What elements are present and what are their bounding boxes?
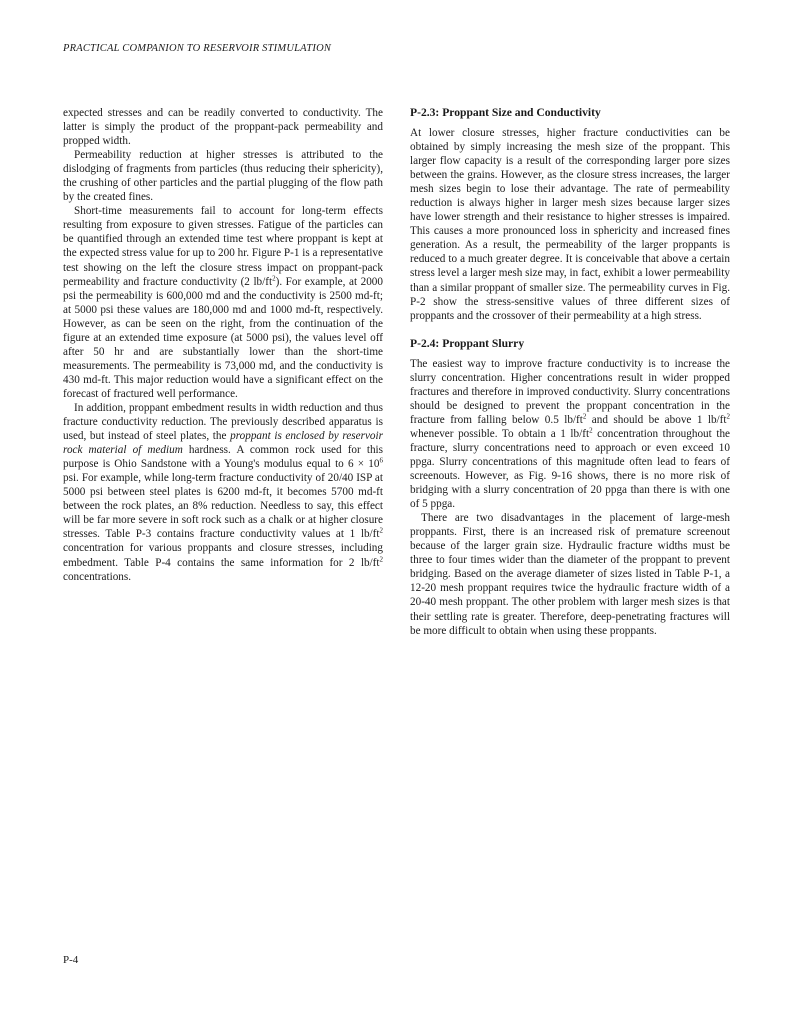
superscript: 2 (726, 412, 730, 421)
section-heading: P-2.4: Proppant Slurry (410, 336, 525, 350)
text-run: The easiest way to improve fracture conductivity is to increase the slurry concentration. Higher concentrations result in wider propped fractures and therefore in improved conductivity. Slurry concentrations should be designed to prevent the proppant concentration in the fracture from falling below 0.5 lb/ft (410, 357, 730, 426)
text-run: concentrations. (63, 570, 132, 583)
section-heading: P-2.3: Proppant Size and Conductivity (410, 106, 601, 119)
superscript: 2 (379, 526, 383, 535)
text-run: In addition, proppant embedment results in width reduction and thus fracture conductivity reduction. The previously described apparatus is used, but instead of steel plates, the (63, 401, 383, 443)
superscript: 2 (379, 554, 383, 563)
text-run: concentration throughout the fracture, slurry concentrations need to approach or even exceed 10 ppga. Slurry concentrations of this magnitude often lead to fears of screenouts. However, as Fig. 9-16 shows, there is no more risk of bridging with a slurry concentration of 20 ppga than there is with one of 5 ppga. (410, 427, 731, 511)
paragraph (410, 357, 730, 512)
text-run: psi. For example, while long-term fracture conductivity of 20/40 ISP at 5000 psi between steel plates is 6200 md-ft, it becomes 5700 md-ft between the rock plates, an 8% reduction. Needless to say, this effect will be far more severe in soft rock such as a chalk or at higher closure stresses. Table P-3 contains fracture conductivity values at 1 lb/ft (63, 472, 383, 541)
text-run: Short-time measurements fail to account for long-term effects resulting from exposure to given stresses. Fatigue of the particles can be quantified through an extended time test where proppant is kept at the expected stress value for up to 200 hr. Figure P-1 is a representative test showing on the left the closure stress impact on proppant-pack permeability and fracture conductivity (2 lb/ft (63, 205, 383, 288)
text-run: and should be above 1 lb/ft (586, 413, 727, 426)
left-column (63, 106, 383, 584)
paragraph (63, 401, 383, 584)
paragraph: Permeability reduction at higher stresses is attributed to the dislodging of fragments from particles (thus reducing their sphericity), the crushing of other particles and the partial plugging of the flow path by the created fines. (63, 149, 383, 204)
page-number: P-4 (63, 954, 79, 966)
superscript: 2 (582, 412, 587, 421)
paragraph: At lower closure stresses, higher fracture conductivities can be obtained by simply increasing the mesh size of the proppant. This larger flow capacity is a result of the corresponding larger pore sizes between the grains. However, as the closure stress increases, the larger mesh sizes begin to lose their advantage. The rate of permeability reduction is always higher in larger mesh sizes because larger sizes have lower strength and their resistance to higher stresses is impaired. This causes a more pronounced loss in sphericity and increased fines generation. As a result, the permeability of the larger proppants is reduced to a much greater degree. It is conceivable that above a certain stress level a larger mesh size may, in fact, exhibit a lower permeability than a similar proppant of smaller size. The permeability curves in Fig. P-2 show the stress-sensitive values of three different sizes of proppants and the crossover of their permeability at a high stress. (410, 127, 730, 322)
superscript: 6 (379, 456, 383, 465)
paragraph: expected stresses and can be readily converted to conductivity. The latter is simply the product of the proppant-pack permeability and propped width. (63, 107, 383, 148)
text-run: hardness. A common rock used for this purpose is Ohio Sandstone with a Young's modulus equal to 6 × 10 (63, 444, 384, 471)
text-run: concentration for various proppants and closure stresses, including embedment. Table P-4 contains the same information for 2 lb/ft (63, 542, 383, 569)
running-title: PRACTICAL COMPANION TO RESERVOIR STIMULATION (63, 43, 332, 54)
superscript: 2 (272, 273, 276, 282)
italic-text: proppant is enclosed by reservoir rock material of medium (63, 430, 383, 457)
right-column (410, 106, 730, 638)
paragraph (63, 204, 383, 401)
superscript: 2 (589, 426, 593, 435)
text-run: ). For example, at 2000 psi the permeability is 600,000 md and the conductivity is 2500 md-ft; at 5000 psi these values are 180,000 md and 1000 md-ft, respectively. However, as can be seen on the right, from the continuation of the figure at an extended time exposure (at 5000 psi), the values level off after 50 hr and are substantially lower than the short-time measurements. The permeability is 73,000 md, and the conductivity is 430 md-ft. This major reduction would have a significant effect on the forecast of fractured well performance. (63, 275, 383, 400)
paragraph: There are two disadvantages in the placement of large-mesh proppants. First, there is an increased risk of premature screenout because of the larger grain size. Hydraulic fracture widths must be three to four times wider than the diameter of the proppant to prevent bridging. Based on the average diameter of sizes listed in Table P-1, a 12-20 mesh proppant requires twice the hydraulic fracture width of a 20-40 mesh proppant. The other problem with larger mesh sizes is that their settling rate is greater. Therefore, deep-penetrating fractures will be more difficult to obtain when using these proppants. (410, 512, 730, 637)
text-run: whenever possible. To obtain a 1 lb/ft (410, 427, 590, 440)
